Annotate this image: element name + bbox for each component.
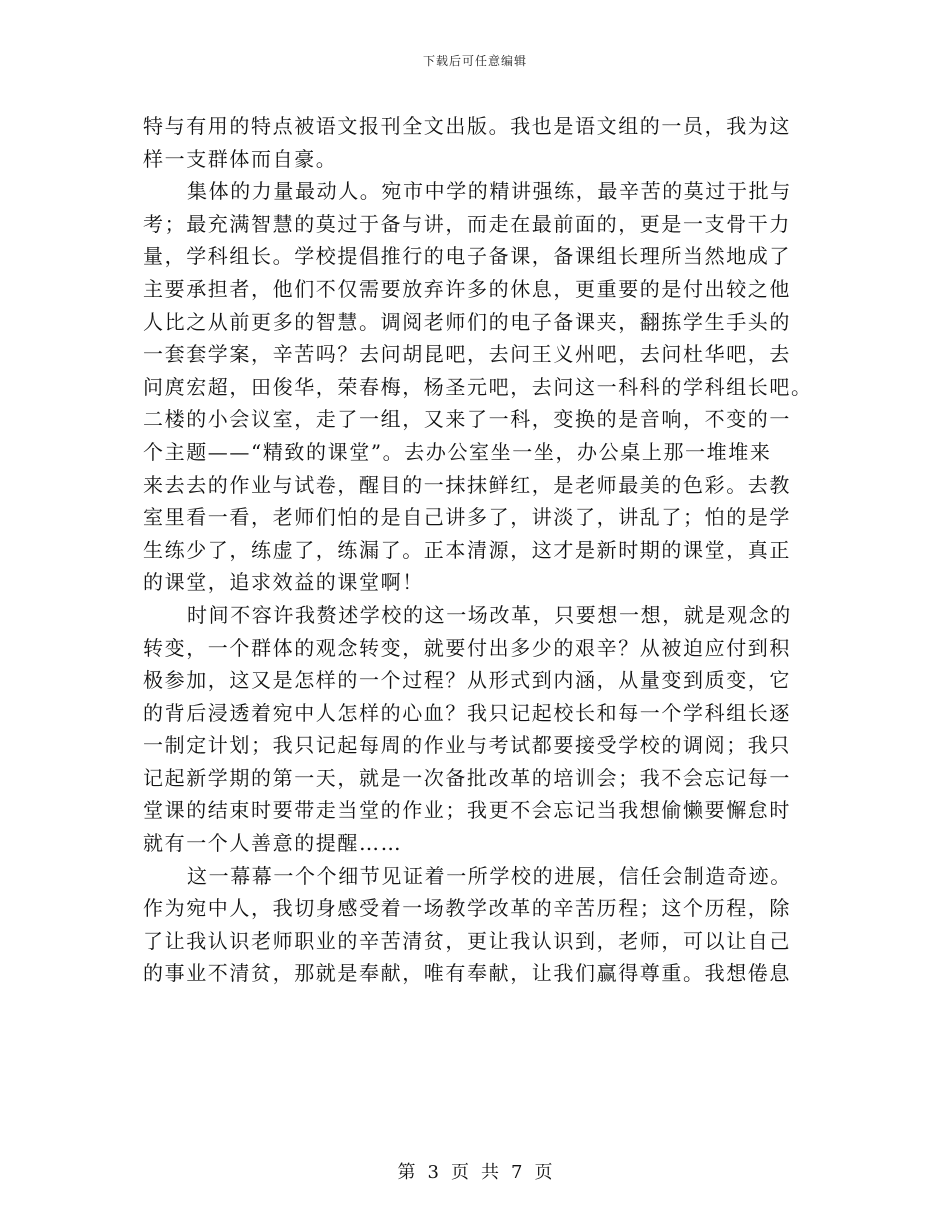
paragraph	[143, 175, 813, 599]
text-line: 人比之从前更多的智慧。调阅老师们的电子备课夹，翻拣学生手头的	[143, 309, 791, 334]
paragraph-list	[143, 110, 813, 990]
text-line: 的课堂，追求效益的课堂啊！	[143, 570, 424, 595]
text-line: 室里看一看，老师们怕的是自己讲多了，讲淡了，讲乱了；怕的是学	[143, 505, 791, 530]
text-line: 转变，一个群体的观念转变，就要付出多少的艰辛？从被迫应付到积	[143, 635, 791, 660]
text-line: 的事业不清贫，那就是奉献，唯有奉献，让我们赢得尊重。我想倦息	[143, 961, 791, 986]
text-line: 一制定计划；我只记起每周的作业与考试都要接受学校的调阅；我只	[143, 733, 791, 758]
text-line: 来去去的作业与试卷，醒目的一抹抹鲜红，是老师最美的色彩。去教	[143, 472, 791, 497]
text-line: 主要承担者，他们不仅需要放弃许多的休息，更重要的是付出较之他	[143, 276, 791, 301]
text-line: 生练少了，练虚了，练漏了。正本清源，这才是新时期的课堂，真正	[143, 537, 791, 562]
text-line: 一套套学案，辛苦吗？去问胡昆吧，去问王义州吧，去问杜华吧，去	[143, 342, 791, 367]
footer-suffix: 页	[534, 1162, 553, 1183]
text-line: 了让我认识老师职业的辛苦清贫，更让我认识到，老师，可以让自己	[143, 928, 791, 953]
paragraph	[143, 860, 808, 990]
text-line: 量，学科组长。学校提倡推行的电子备课，备课组长理所当然地成了	[143, 244, 791, 269]
text-line: 时间不容许我赘述学校的这一场改革，只要想一想，就是观念的	[187, 602, 792, 627]
text-line: 堂课的结束时要带走当堂的作业；我更不会忘记当我想偷懒要懈怠时	[143, 798, 791, 823]
text-line: 样一支群体而自豪。	[143, 146, 338, 171]
text-line: 就有一个人善意的提醒……	[143, 831, 403, 856]
text-line: 这一幕幕一个个细节见证着一所学校的进展，信任会制造奇迹。	[187, 863, 792, 888]
text-line: 作为宛中人，我切身感受着一场教学改革的辛苦历程；这个历程，除	[143, 896, 791, 921]
footer-current-page: 3	[427, 1162, 439, 1183]
text-line: 个主题——“精致的课堂”。去办公室坐一坐，办公桌上那一堆堆来	[143, 439, 772, 464]
footer-total-pages: 7	[511, 1162, 523, 1183]
paragraph	[143, 110, 808, 175]
page-header: 下载后可任意编辑	[422, 54, 527, 68]
text-line: 问庹宏超，田俊华，荣春梅，杨圣元吧，去问这一科科的学科组长吧。	[143, 374, 813, 399]
text-line: 记起新学期的第一天，就是一次备批改革的培训会；我不会忘记每一	[143, 765, 791, 790]
text-line: 极参加，这又是怎样的一个过程？从形式到内涵，从量变到质变，它	[143, 668, 791, 693]
text-line: 考；最充满智慧的莫过于备与讲，而走在最前面的，更是一支骨干力	[143, 211, 791, 236]
text-line: 二楼的小会议室，走了一组，又来了一科，变换的是音响，不变的一	[143, 407, 791, 432]
paragraph	[143, 599, 808, 860]
text-line: 的背后浸透着宛中人怎样的心血？我只记起校长和每一个学科组长逐	[143, 700, 791, 725]
footer-prefix: 第	[397, 1162, 416, 1183]
footer-page-label: 页	[451, 1162, 469, 1183]
footer-total-label: 共	[481, 1162, 499, 1183]
text-line: 集体的力量最动人。宛市中学的精讲强练，最辛苦的莫过于批与	[187, 179, 792, 204]
text-line: 特与有用的特点被语文报刊全文出版。我也是语文组的一员，我为这	[143, 114, 791, 138]
document-body	[143, 110, 813, 990]
page-footer	[0, 1158, 950, 1184]
